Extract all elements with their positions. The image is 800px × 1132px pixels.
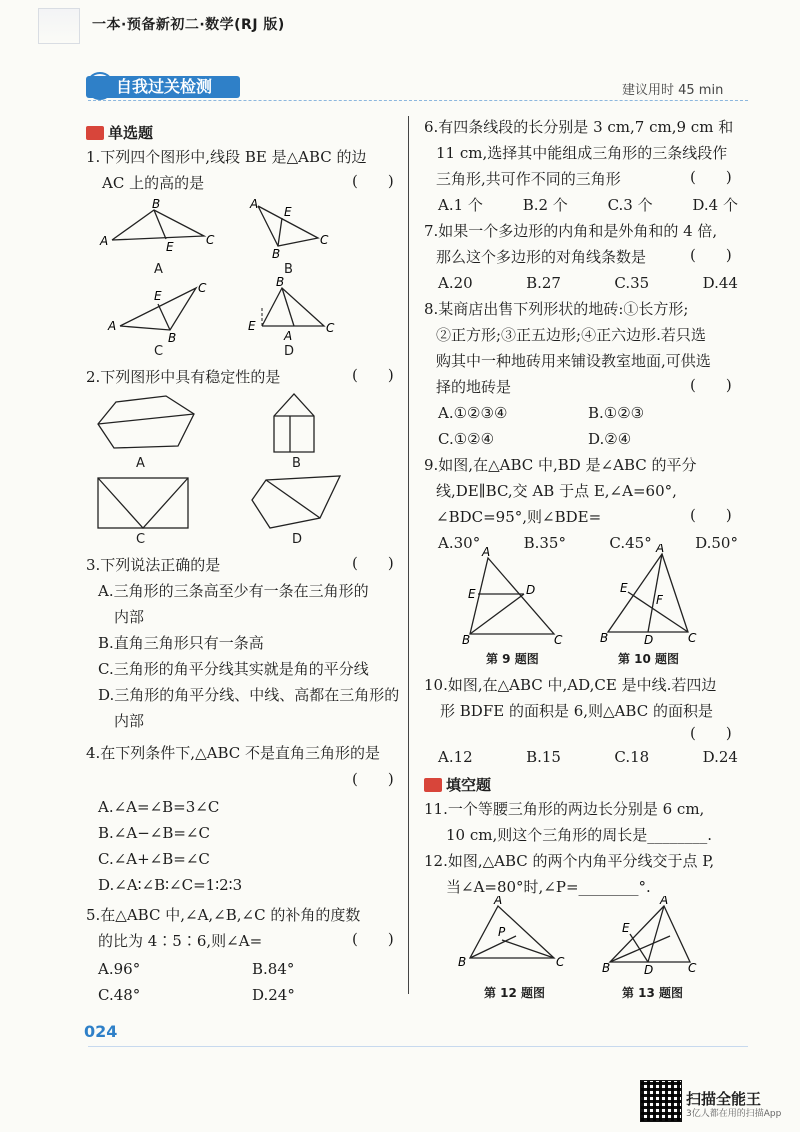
answer-paren-3: ( ) <box>352 554 394 572</box>
q7-options <box>438 270 738 296</box>
question-10: 10.如图,在△ABC 中,AD,CE 是中线.若四边 形 BDFE 的面积是 6,则△ABC 的面积是 <box>424 676 717 720</box>
svg-text:B: B <box>276 275 285 289</box>
q10-option-c: C.18 <box>614 748 650 766</box>
q1-figure-b <box>249 197 329 261</box>
svg-text:E: E <box>248 319 256 333</box>
question-11: 11.一个等腰三角形的两边长分别是 6 cm, 10 cm,则这个三角形的周长是________. <box>424 800 713 844</box>
svg-text:A: A <box>250 197 259 211</box>
q7-option-b: B.27 <box>526 274 561 292</box>
svg-text:A: A <box>482 545 491 559</box>
q5-option-c: C.48° <box>98 986 141 1004</box>
qr-code-icon <box>640 1080 682 1122</box>
q7-option-a: A.20 <box>438 274 473 292</box>
question-9: 9.如图,在△ABC 中,BD 是∠ABC 的平分 线,DE∥BC,交 AB 于点 E,∠A=60°, ∠BDC=95°,则∠BDE= <box>424 456 697 526</box>
fig9-fig10 <box>450 544 750 648</box>
q4-option-d: D.∠A∶∠B∶∠C=1∶2∶3 <box>98 876 243 894</box>
q1-figure-c <box>107 281 207 345</box>
q8-option-a: A.①②③④ <box>438 404 508 422</box>
svg-text:B: B <box>600 631 609 645</box>
page-number: 024 <box>84 1022 118 1041</box>
q8-option-c: C.①②④ <box>438 430 495 448</box>
svg-text:B: B <box>272 247 281 261</box>
q5-option-d: D.24° <box>252 986 295 1004</box>
q3-option-b: B.直角三角形只有一条高 <box>98 634 264 652</box>
svg-text:E: E <box>284 205 292 219</box>
figure-10 <box>600 544 697 647</box>
q10-option-b: B.15 <box>526 748 561 766</box>
q2-label-c: C <box>136 532 146 547</box>
question-8: 8.某商店出售下列形状的地砖:①长方形; ②正方形;③正五边形;④正六边形.若只选 购其中一种地砖用来铺设教室地面,可供选 择的地砖是 <box>424 300 711 396</box>
q2-figure-d <box>252 476 340 528</box>
svg-text:C: C <box>688 961 697 975</box>
svg-text:D: D <box>644 633 654 647</box>
question-5: 5.在△ABC 中,∠A,∠B,∠C 的补角的度数 的比为 4∶5∶6,则∠A= <box>86 906 361 950</box>
svg-text:B: B <box>168 331 177 345</box>
q1-label-a: A <box>154 262 163 277</box>
q6-option-a: A.1 个 <box>438 196 483 214</box>
svg-text:C: C <box>326 321 335 335</box>
q1-label-d: D <box>284 344 295 359</box>
section-banner: 自我过关检测 <box>86 76 240 98</box>
q1-label-c: C <box>154 344 164 359</box>
q2-figure-c <box>98 478 188 528</box>
svg-text:E: E <box>166 240 174 254</box>
q6-options <box>438 192 738 218</box>
answer-paren-9: ( ) <box>690 506 732 524</box>
q9-option-a: A.30° <box>438 534 481 552</box>
section-badge-icon <box>424 778 442 792</box>
svg-text:A: A <box>100 234 109 248</box>
svg-text:C: C <box>320 233 329 247</box>
svg-text:B: B <box>602 961 611 975</box>
svg-text:A: A <box>660 896 669 907</box>
q4-option-a: A.∠A=∠B=3∠C <box>98 798 220 816</box>
answer-paren-5: ( ) <box>352 930 394 948</box>
q2-figure-b <box>274 394 314 452</box>
svg-text:E: E <box>620 581 628 595</box>
q6-option-b: B.2 个 <box>522 196 568 214</box>
book-title: 一本·预备新初二·数学(RJ 版) <box>92 17 285 33</box>
svg-text:A: A <box>494 896 503 907</box>
svg-text:B: B <box>458 955 467 969</box>
svg-text:C: C <box>198 281 207 295</box>
figure-13-caption: 第 13 题图 <box>622 986 684 1000</box>
figure-13 <box>602 896 697 977</box>
q1-figure-d <box>248 275 335 343</box>
question-1: 1.下列四个图形中,线段 BE 是△ABC 的边 AC 上的高的是 <box>86 148 367 192</box>
q3-option-a: A.三角形的三条高至少有一条在三角形的 <box>98 582 369 600</box>
question-3: 3.下列说法正确的是 A.三角形的三条高至少有一条在三角形的 内部 B.直角三角形只有一条高 C.三角形的角平分线其实就是角的平分线 D.三角形的角平分线、中线、高都在三角形的 内部 <box>86 552 406 734</box>
svg-text:E: E <box>468 587 476 601</box>
q6-option-d: D.4 个 <box>692 196 738 214</box>
q10-option-a: A.12 <box>438 748 473 766</box>
q10-options <box>438 744 738 770</box>
svg-text:P: P <box>498 925 506 939</box>
answer-paren-6: ( ) <box>690 168 732 186</box>
section-single-choice: 单选题 <box>86 122 153 143</box>
q9-option-b: B.35° <box>523 534 566 552</box>
question-12: 12.如图,△ABC 的两个内角平分线交于点 P, 当∠A=80°时,∠P=________°. <box>424 852 715 896</box>
svg-text:B: B <box>152 197 161 211</box>
figure-12-caption: 第 12 题图 <box>484 986 546 1000</box>
scanner-tagline: 3亿人都在用的扫描App <box>686 1109 782 1119</box>
svg-text:E: E <box>622 921 630 935</box>
svg-text:D: D <box>644 963 654 977</box>
banner-divider <box>88 100 748 101</box>
svg-text:D: D <box>526 583 536 597</box>
figure-9 <box>462 545 563 647</box>
section-fill-blank: 填空题 <box>424 774 491 795</box>
q5-option-b: B.84° <box>252 960 295 978</box>
answer-paren-8: ( ) <box>690 376 732 394</box>
figure-9-caption: 第 9 题图 <box>486 652 539 666</box>
svg-text:C: C <box>688 631 697 645</box>
q4-options <box>98 794 242 898</box>
q5-option-a: A.96° <box>98 960 141 978</box>
q8-option-b: B.①②③ <box>588 404 645 422</box>
q9-option-d: D.50° <box>695 534 738 552</box>
q9-option-c: C.45° <box>609 534 652 552</box>
answer-paren-7: ( ) <box>690 246 732 264</box>
svg-text:C: C <box>556 955 565 969</box>
question-4: 4.在下列条件下,△ABC 不是直角三角形的是 <box>86 744 380 762</box>
answer-paren-10: ( ) <box>690 724 732 742</box>
q2-label-d: D <box>292 532 303 547</box>
svg-text:A: A <box>108 319 117 333</box>
q2-label-b: B <box>292 456 301 471</box>
q1-figures <box>96 196 396 360</box>
q1-figure-a <box>99 197 215 254</box>
q7-option-c: C.35 <box>614 274 650 292</box>
q3-option-c: C.三角形的角平分线其实就是角的平分线 <box>98 660 369 678</box>
section-badge-icon <box>86 126 104 140</box>
column-divider <box>408 116 409 994</box>
fig12-fig13 <box>456 896 746 980</box>
figure-12 <box>458 896 565 969</box>
q6-option-c: C.3 个 <box>607 196 653 214</box>
answer-paren-4: ( ) <box>352 770 394 788</box>
q10-option-d: D.24 <box>702 748 738 766</box>
svg-text:E: E <box>154 289 162 303</box>
scanner-brand: 扫描全能王 <box>686 1090 762 1108</box>
q4-option-b: B.∠A−∠B=∠C <box>98 824 210 842</box>
header-decoration <box>38 8 80 44</box>
svg-text:A: A <box>284 329 293 343</box>
svg-text:A: A <box>656 544 665 555</box>
q2-figure-a <box>98 396 194 448</box>
svg-text:C: C <box>206 233 215 247</box>
answer-paren-1: ( ) <box>352 172 394 190</box>
question-2: 2.下列图形中具有稳定性的是 <box>86 368 281 386</box>
q7-option-d: D.44 <box>702 274 738 292</box>
question-7: 7.如果一个多边形的内角和是外角和的 4 倍, 那么这个多边形的对角线条数是 <box>424 222 718 266</box>
svg-text:F: F <box>656 593 663 607</box>
svg-text:C: C <box>554 633 563 647</box>
footer-divider <box>88 1046 748 1047</box>
figure-10-caption: 第 10 题图 <box>618 652 680 666</box>
q1-label-b: B <box>284 262 293 277</box>
suggested-time: 建议用时 45 min <box>622 83 724 98</box>
q8-option-d: D.②④ <box>588 430 632 448</box>
question-6: 6.有四条线段的长分别是 3 cm,7 cm,9 cm 和 11 cm,选择其中能组成三角形的三条线段作 三角形,共可作不同的三角形 <box>424 118 734 188</box>
svg-text:B: B <box>462 633 471 647</box>
q4-option-c: C.∠A+∠B=∠C <box>98 850 210 868</box>
q3-option-d: D.三角形的角平分线、中线、高都在三角形的 <box>98 686 400 704</box>
q2-label-a: A <box>136 456 145 471</box>
answer-paren-2: ( ) <box>352 366 394 384</box>
